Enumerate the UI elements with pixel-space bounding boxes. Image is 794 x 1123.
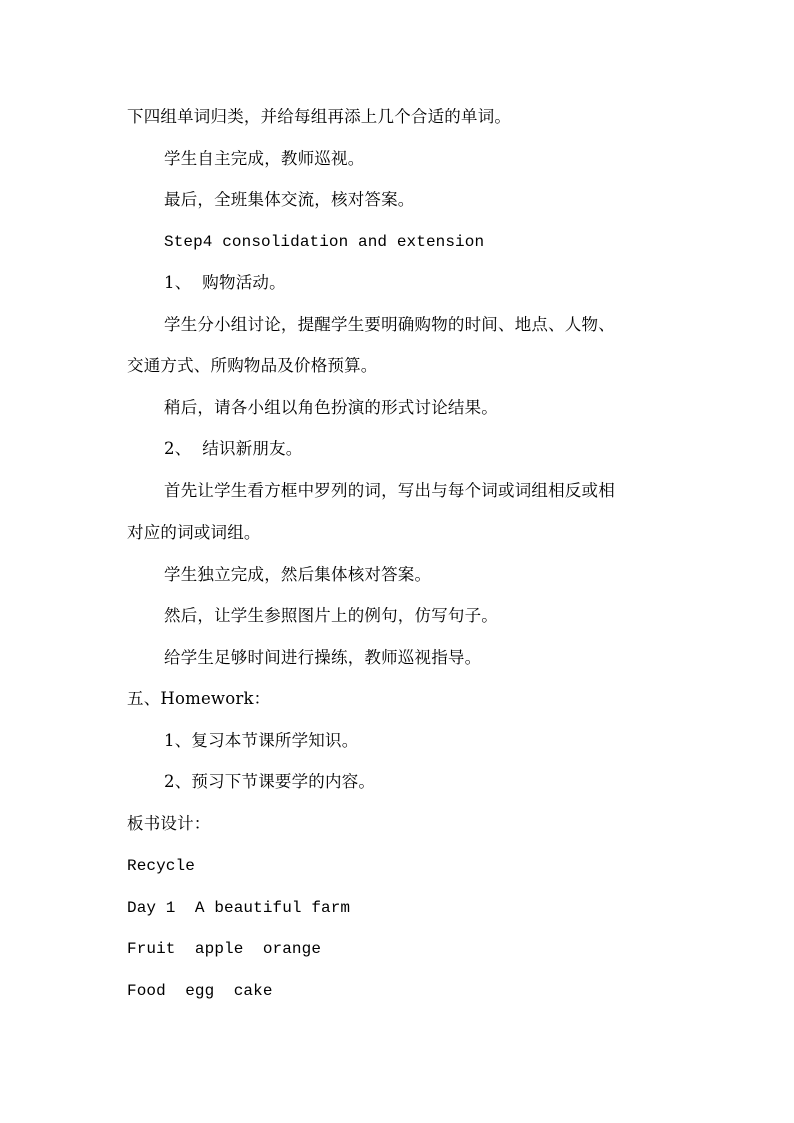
board-line: Day 1 A beautiful farm: [127, 899, 351, 917]
paragraph-line: 最后，全班集体交流，核对答案。: [164, 190, 415, 209]
list-item: 2、预习下节课要学的内容。: [164, 772, 376, 791]
paragraph-line: 学生自主完成，教师巡视。: [164, 149, 365, 168]
paragraph-line: 稍后，请各小组以角色扮演的形式讨论结果。: [164, 398, 498, 417]
board-line: Fruit apple orange: [127, 940, 322, 958]
paragraph-line: 交通方式、所购物品及价格预算。: [127, 356, 378, 375]
list-item-heading: 2、 结识新朋友。: [164, 439, 303, 458]
paragraph-line: 学生分小组讨论，提醒学生要明确购物的时间、地点、人物、: [164, 315, 615, 334]
list-item: 1、复习本节课所学知识。: [164, 731, 359, 750]
list-item-heading: 1、 购物活动。: [164, 273, 286, 292]
section-heading: 五、Homework：: [127, 689, 271, 708]
paragraph-line: 对应的词或词组。: [127, 523, 261, 542]
paragraph-line: 然后，让学生参照图片上的例句，仿写句子。: [164, 606, 498, 625]
paragraph-line: 学生独立完成，然后集体核对答案。: [164, 565, 432, 584]
board-line: Food egg cake: [127, 982, 273, 1000]
paragraph-line: 给学生足够时间进行操练，教师巡视指导。: [164, 648, 482, 667]
step-heading: Step4 consolidation and extension: [164, 233, 485, 251]
section-heading: 板书设计：: [127, 814, 211, 833]
board-line: Recycle: [127, 857, 195, 875]
paragraph-line: 下四组单词归类，并给每组再添上几个合适的单词。: [127, 107, 512, 126]
paragraph-line: 首先让学生看方框中罗列的词，写出与每个词或词组相反或相: [164, 481, 615, 500]
